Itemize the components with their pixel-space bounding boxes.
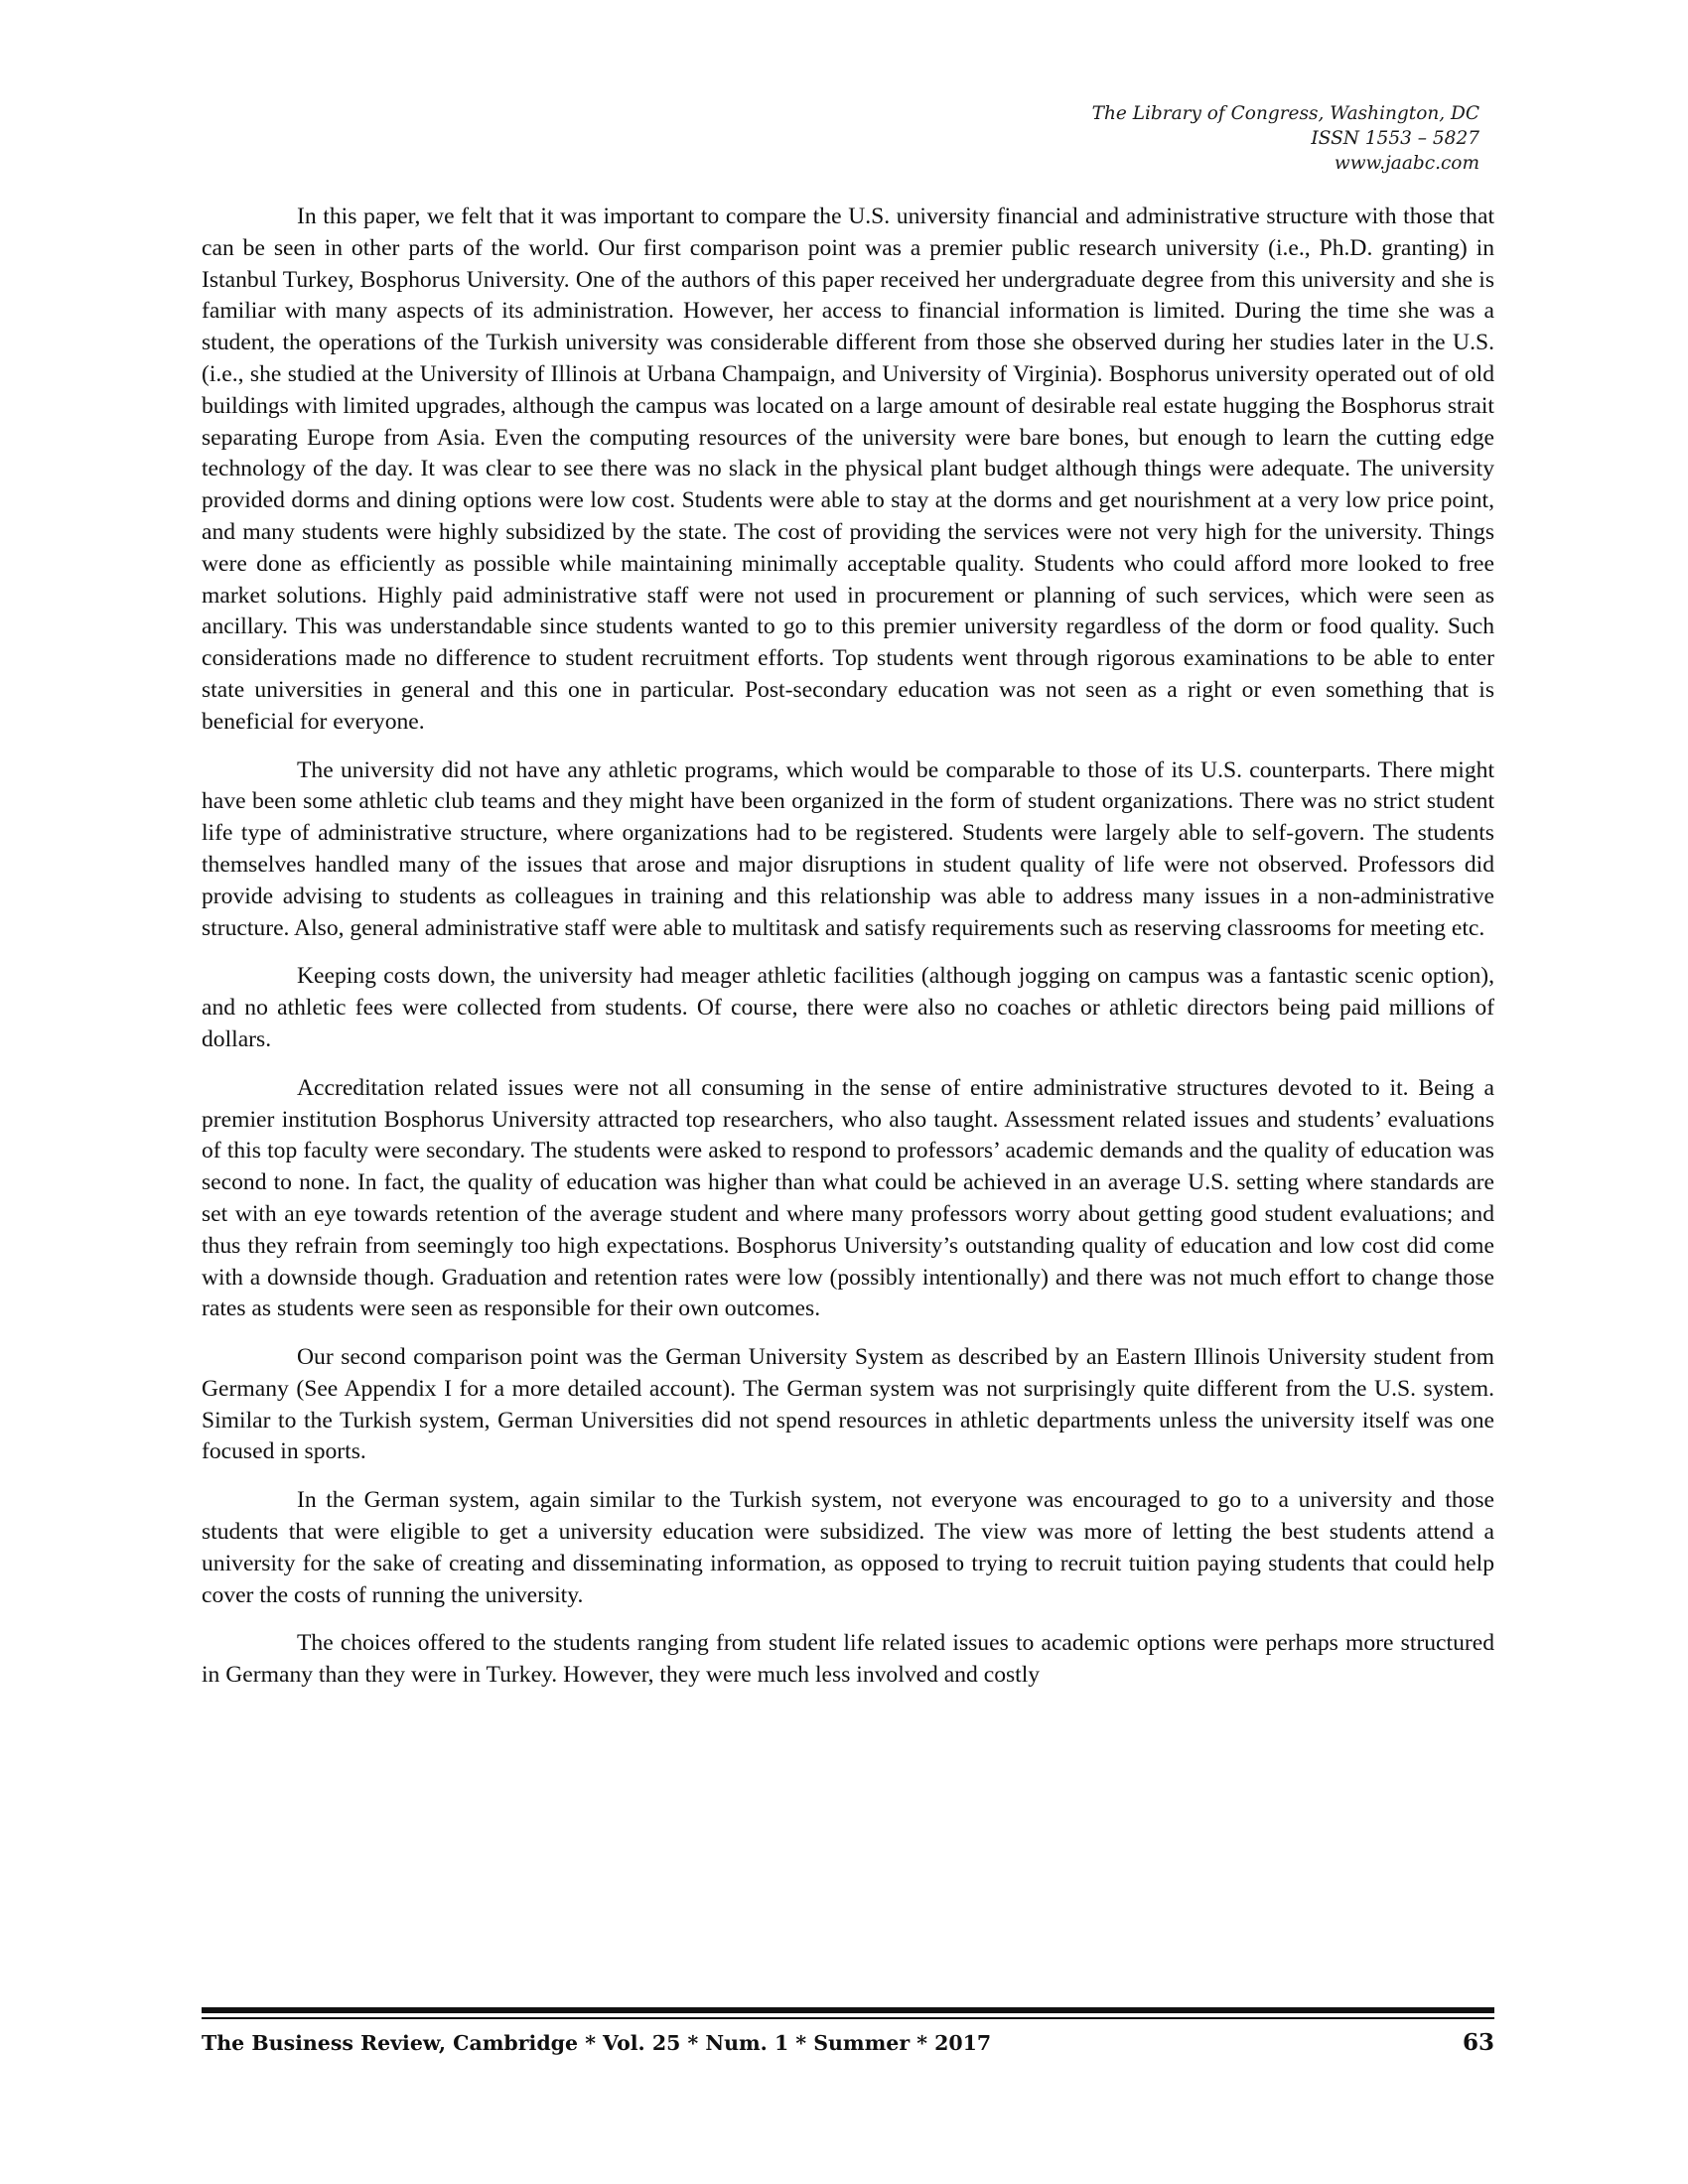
header-library-line: The Library of Congress, Washington, DC (1091, 103, 1479, 124)
paragraph-student-choices: The choices offered to the students ranging from student life related issues to academic options were perhaps more structured in Germany than they were in Turkey. However, they were much less involved and costly (202, 1630, 1494, 1689)
header-website-line: www.jaabc.com (1334, 153, 1479, 174)
footer-rule-thick (202, 2007, 1494, 2013)
paragraph-athletic-programs: The university did not have any athletic programs, which would be comparable to those of its U.S. counterparts. There might have been some athletic club teams and they might have been organized in the form of student organizations. There was no strict student life type of administrative structure, where organizations had to be registered. Students were largely able to self-govern. The students themselves handled many of the issues that arose and major disruptions in student quality of life were not observed. Professors did provide advising to students as colleagues in training and this relationship was able to address many issues in a non-administrative structure. Also, general administrative staff were able to multitask and satisfy requirements such as reserving classrooms for meeting etc. (202, 756, 1494, 941)
header-issn-line: ISSN 1553 – 5827 (1311, 128, 1479, 149)
paragraph-german-subsidies: In the German system, again similar to the Turkish system, not everyone was encouraged to go to a university and those students that were eligible to get a university education were subsidized. The view was more of letting the best students attend a university for the sake of creating and disseminating information, as opposed to trying to recruit tuition paying students that could help cover the costs of running the university. (202, 1487, 1494, 1608)
paragraph-accreditation: Accreditation related issues were not all consuming in the sense of entire administrative structures devoted to it. Being a premier institution Bosphorus University attracted top researchers, who also taught. Assessment related issues and students’ evaluations of this top faculty were secondary. The students were asked to respond to professors’ academic demands and the quality of education was second to none. In fact, the quality of education was higher than what could be achieved in an average U.S. setting where standards are set with an eye towards retention of the average student and where many professors worry about getting good student evaluations; and thus they refrain from seemingly too high expectations. Bosphorus University’s outstanding quality of education and low cost did come with a downside though. Graduation and retention rates were low (possibly intentionally) and there was not much effort to change those rates as students were seen as responsible for their own outcomes. (202, 1074, 1494, 1322)
paragraph-german-system: Our second comparison point was the German University System as described by an Eastern Illinois University student from Germany (See Appendix I for a more detailed account). The German system was not surprisingly quite different from the U.S. system. Similar to the Turkish system, German Universities did not spend resources in athletic departments unless the university itself was one focused in sports. (202, 1344, 1494, 1465)
paragraph-keeping-costs-down: Keeping costs down, the university had meager athletic facilities (although jogging on campus was a fantastic scenic option), and no athletic fees were collected from students. Of course, there were also no coaches or athletic directors being paid millions of dollars. (202, 963, 1494, 1052)
page-number: 63 (1462, 2029, 1494, 2056)
paragraph-bosphorus-intro: In this paper, we felt that it was important to compare the U.S. university financial and administrative structure with those that can be seen in other parts of the world. Our first comparison point was a premier public research university (i.e., Ph.D. granting) in Istanbul Turkey, Bosphorus University. One of the authors of this paper received her undergraduate degree from this university and she is familiar with many aspects of its administration. However, her access to financial information is limited. During the time she was a student, the operations of the Turkish university was considerable different from those she observed during her studies later in the U.S. (i.e., she studied at the University of Illinois at Urbana Champaign, and University of Virginia). Bosphorus university operated out of old buildings with limited upgrades, although the campus was located on a large amount of desirable real estate hugging the Bosphorus strait separating Europe from Asia. Even the computing resources of the university were bare bones, but enough to learn the cutting edge technology of the day. It was clear to see there was no slack in the physical plant budget although things were adequate. The university provided dorms and dining options were low cost. Students were able to stay at the dorms and get nourishment at a very low price point, and many students were highly subsidized by the state. The cost of providing the services were not very high for the university. Things were done as efficiently as possible while maintaining minimally acceptable quality. Students who could afford more looked to free market solutions. Highly paid administrative staff were not used in procurement or planning of such services, which were seen as ancillary. This was understandable since students wanted to go to this premier university regardless of the dorm or food quality. Such considerations made no difference to student recruitment efforts. Top students went through rigorous examinations to be able to enter state universities in general and this one in particular. Post-secondary education was not seen as a right or even something that is beneficial for everyone. (202, 204, 1494, 735)
footer-rule-thin (202, 2017, 1494, 2019)
footer-journal-citation: The Business Review, Cambridge * Vol. 25 * Num. 1 * Summer * 2017 (202, 2031, 992, 2055)
article-body (202, 202, 1494, 1708)
running-header (884, 101, 1479, 176)
